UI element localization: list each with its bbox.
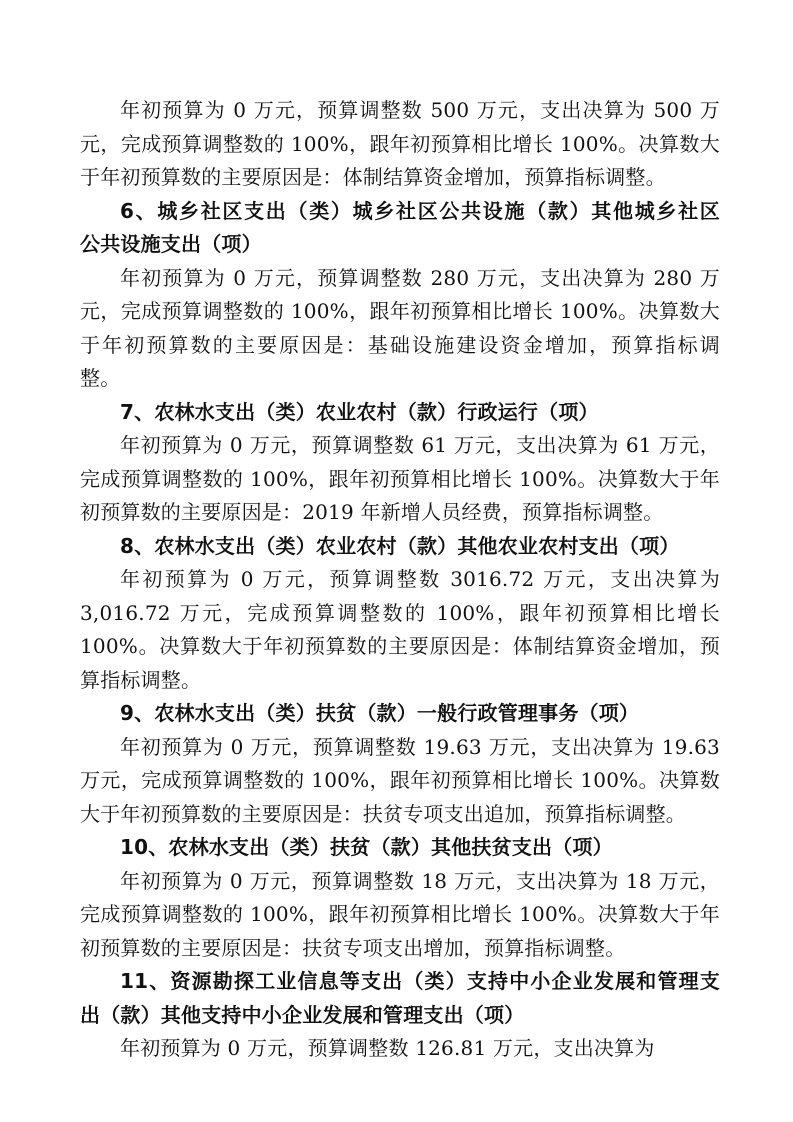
paragraph: [80, 1032, 720, 1066]
text-line: 年初预算为 0 万元，预算调整数 19.63 万元，支出决算为 19.63: [120, 734, 720, 759]
text-line: 元，完成预算调整数的 100%，跟年初预算相比增长 100%。决算数大: [80, 131, 720, 156]
text-line: 年初预算为 0 万元，预算调整数 500 万元，支出决算为 500 万: [120, 98, 720, 122]
text-line: 整。: [80, 366, 121, 390]
paragraph: [80, 94, 720, 195]
text-line: 8、农林水支出（类）农业农村（款）其他农业农村支出（项）: [120, 533, 680, 558]
text-line: 年初预算为 0 万元，预算调整数 61 万元，支出决算为 61 万元，: [120, 433, 720, 457]
section-heading: [80, 396, 720, 430]
text-line: 于年初预算数的主要原因是：基础设施建设资金增加，预算指标调: [80, 332, 720, 357]
section-heading: [80, 831, 720, 865]
paragraph: [80, 563, 720, 697]
text-line: 大于年初预算数的主要原因是：扶贫专项支出追加，预算指标调整。: [80, 801, 686, 826]
text-line: 年初预算为 0 万元，预算调整数 126.81 万元，支出决算为: [120, 1036, 655, 1060]
text-line: 完成预算调整数的 100%，跟年初预算相比增长 100%。决算数大于年: [80, 902, 720, 926]
text-line: 年初预算为 0 万元，预算调整数 3016.72 万元，支出决算为: [120, 567, 720, 591]
text-line: 万元，完成预算调整数的 100%，跟年初预算相比增长 100%。决算数: [80, 768, 720, 792]
text-line: 完成预算调整数的 100%，跟年初预算相比增长 100%。决算数大于年: [80, 466, 720, 491]
paragraph: [80, 731, 720, 832]
text-line: 算指标调整。: [80, 667, 202, 692]
section-heading: [80, 697, 720, 731]
section-heading: [80, 195, 720, 262]
text-line: 6、城乡社区支出（类）城乡社区公共设施（款）其他城乡社区: [120, 198, 720, 223]
text-line: 初预算数的主要原因是：扶贫专项支出增加，预算指标调整。: [80, 935, 626, 960]
section-heading: [80, 965, 720, 1032]
text-line: 出（款）其他支持中小企业发展和管理支出（项）: [80, 1002, 525, 1027]
text-line: 元，完成预算调整数的 100%，跟年初预算相比增长 100%。决算数大: [80, 299, 720, 323]
text-line: 7、农林水支出（类）农业农村（款）行政运行（项）: [120, 399, 599, 424]
text-line: 于年初预算数的主要原因是：体制结算资金增加，预算指标调整。: [80, 165, 666, 189]
text-line: 11、资源勘探工业信息等支出（类）支持中小企业发展和管理支: [120, 969, 720, 993]
paragraph: [80, 429, 720, 530]
text-line: 10、农林水支出（类）扶贫（款）其他扶贫支出（项）: [120, 835, 613, 859]
text-line: 年初预算为 0 万元，预算调整数 280 万元，支出决算为 280 万: [120, 265, 720, 290]
paragraph: [80, 262, 720, 396]
text-line: 100%。决算数大于年初预算数的主要原因是：体制结算资金增加，预: [80, 634, 720, 658]
text-line: 公共设施支出（项）: [80, 232, 262, 256]
text-line: 年初预算为 0 万元，预算调整数 18 万元，支出决算为 18 万元，: [120, 868, 720, 893]
section-heading: [80, 530, 720, 564]
text-line: 3,016.72 万元，完成预算调整数的 100%，跟年初预算相比增长: [80, 600, 720, 625]
text-line: 初预算数的主要原因是：2019 年新增人员经费，预算指标调整。: [80, 500, 664, 524]
text-line: 9、农林水支出（类）扶贫（款）一般行政管理事务（项）: [120, 701, 640, 725]
paragraph: [80, 865, 720, 966]
document-page: [80, 94, 720, 1066]
